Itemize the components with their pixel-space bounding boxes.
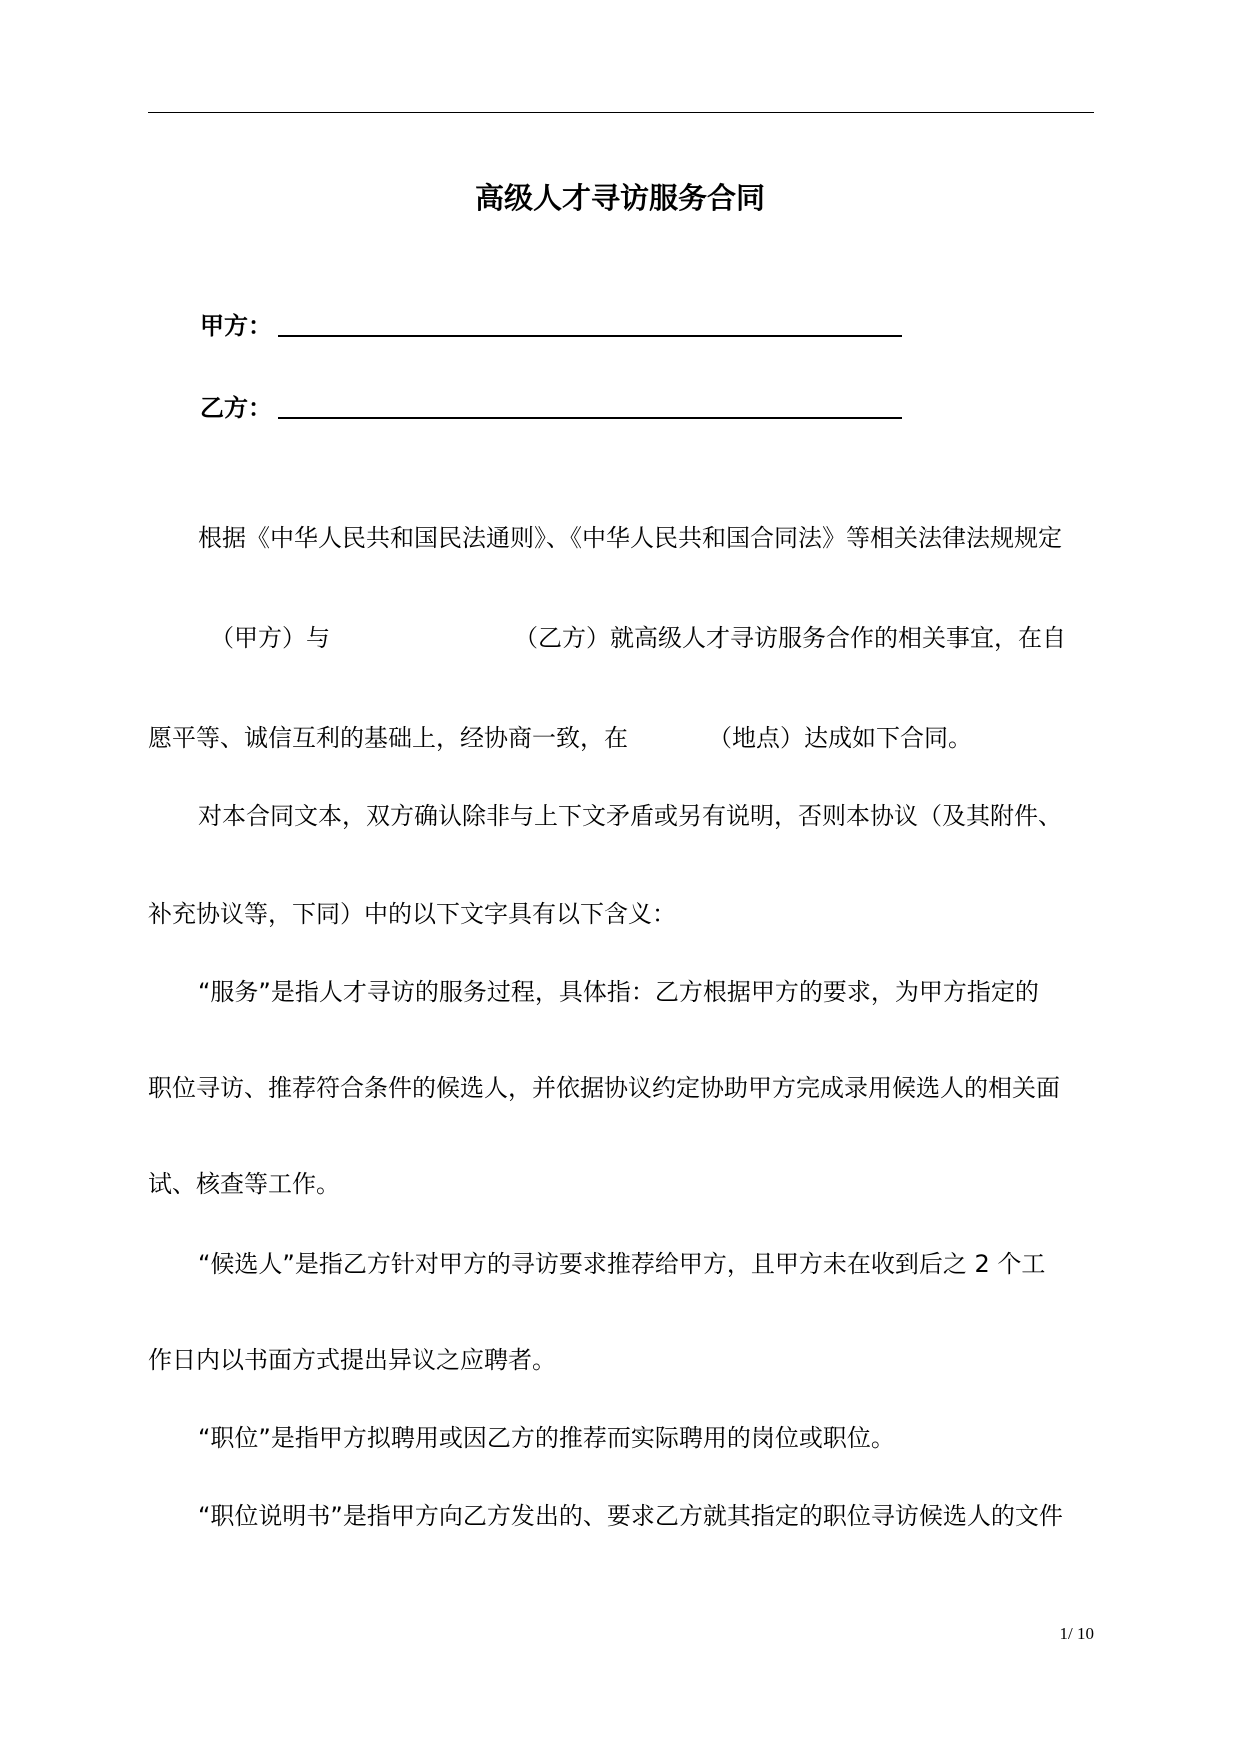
body-line: 职位寻访、推荐符合条件的候选人，并依据协议约定协助甲方完成录用候选人的相关面: [148, 1074, 1060, 1102]
party-a-label: 甲方：: [200, 312, 272, 340]
body-line: （乙方）就高级人才寻访服务合作的相关事宜，在自: [514, 624, 1066, 652]
party-a-line: [200, 306, 902, 346]
body-line: “服务”是指人才寻访的服务过程，具体指：乙方根据甲方的要求，为甲方指定的: [198, 978, 1039, 1006]
body-line: 补充协议等，下同）中的以下文字具有以下含义：: [148, 900, 676, 928]
body-line: “候选人”是指乙方针对甲方的寻访要求推荐给甲方，且甲方未在收到后之 2 个工: [198, 1250, 1046, 1278]
body-line: （甲方）与: [210, 624, 330, 652]
body-line: 作日内以书面方式提出异议之应聘者。: [148, 1346, 556, 1374]
party-b-label: 乙方：: [200, 394, 272, 422]
party-b-blank: [278, 417, 902, 419]
party-b-line: [200, 388, 902, 428]
page-title: 高级人才寻访服务合同: [474, 181, 765, 215]
page-number: 1/ 10: [1059, 1624, 1094, 1643]
body-line: 愿平等、诚信互利的基础上，经协商一致，在: [148, 724, 628, 752]
body-line: “职位”是指甲方拟聘用或因乙方的推荐而实际聘用的岗位或职位。: [198, 1424, 895, 1452]
body-line: 根据《中华人民共和国民法通则》、《中华人民共和国合同法》等相关法律法规规定: [198, 524, 1062, 552]
body-line: 试、核查等工作。: [148, 1170, 340, 1198]
body-line: “职位说明书”是指甲方向乙方发出的、要求乙方就其指定的职位寻访候选人的文件: [198, 1502, 1063, 1530]
body-line: 对本合同文本，双方确认除非与上下文矛盾或另有说明，否则本协议（及其附件、: [198, 802, 1062, 830]
header-rule: [148, 112, 1094, 113]
body-line: （地点）达成如下合同。: [708, 724, 972, 752]
party-a-blank: [278, 335, 902, 337]
